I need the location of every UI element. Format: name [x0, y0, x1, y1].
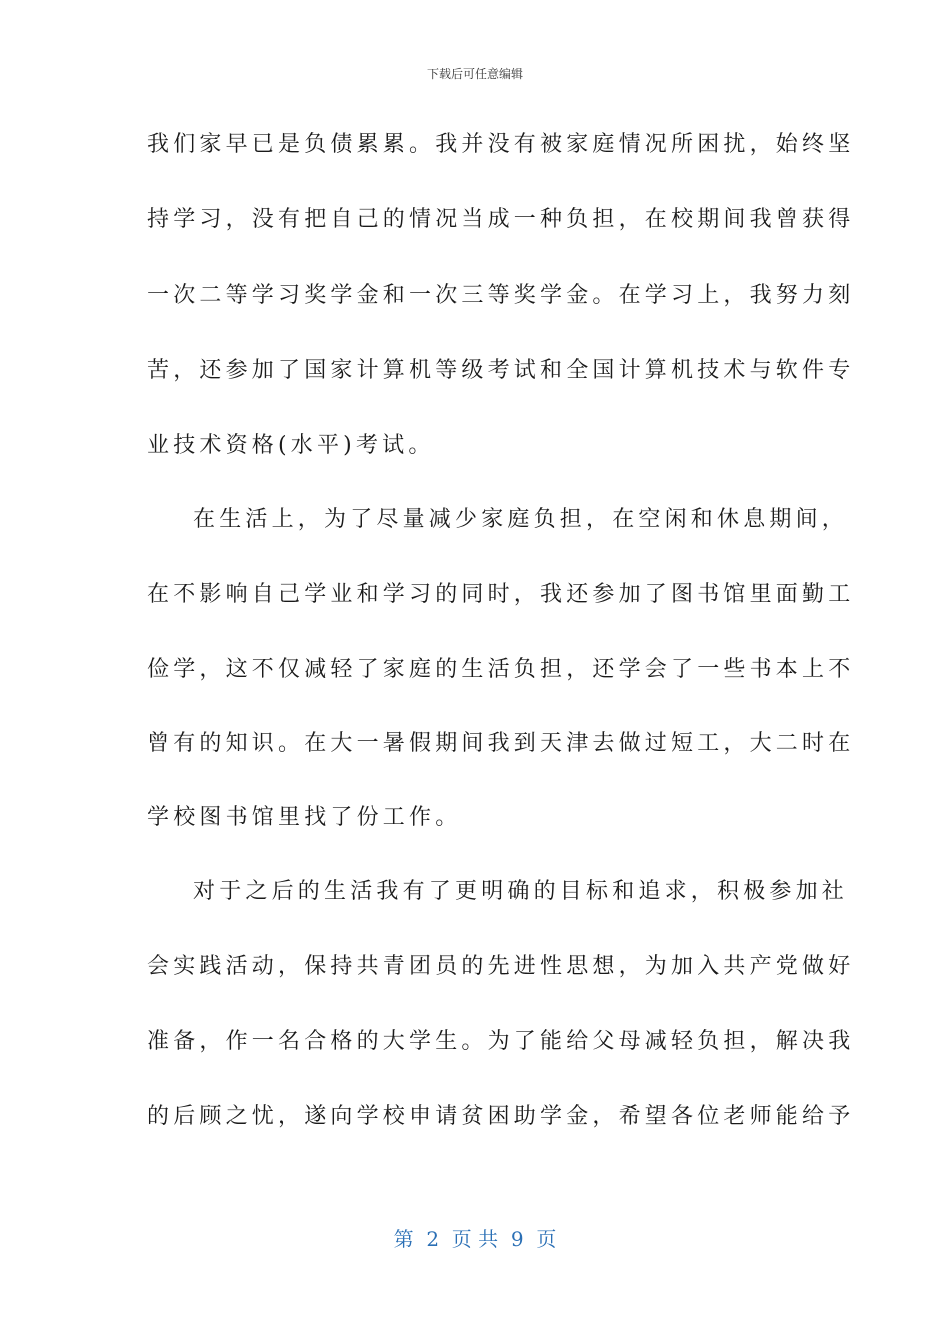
- paragraph-line: 学校图书馆里找了份工作。: [147, 805, 462, 830]
- paragraph-line: 我们家早已是负债累累。我并没有被家庭情况所困扰，始终坚: [147, 132, 855, 157]
- paragraph-line: 持学习，没有把自己的情况当成一种负担，在校期间我曾获得: [147, 207, 855, 232]
- page-header-note: 下载后可任意编辑: [426, 67, 523, 81]
- paragraph-line: 业技术资格(水平)考试。: [147, 433, 435, 458]
- paragraph-line: 对于之后的生活我有了更明确的目标和追求，积极参加社: [193, 879, 849, 904]
- paragraph-line: 准备，作一名合格的大学生。为了能给父母减轻负担，解决我: [147, 1029, 855, 1054]
- paragraph-line: 的后顾之忧，遂向学校申请贫困助学金，希望各位老师能给予: [147, 1104, 855, 1129]
- paragraph-line: 会实践活动，保持共青团员的先进性思想，为加入共产党做好: [147, 954, 855, 979]
- paragraph-line: 苦，还参加了国家计算机等级考试和全国计算机技术与软件专: [147, 358, 855, 383]
- paragraph-line: 曾有的知识。在大一暑假期间我到天津去做过短工，大二时在: [147, 731, 855, 756]
- page-number-footer: 第 2 页 共 9 页: [393, 1227, 557, 1251]
- paragraph-line: 一次二等学习奖学金和一次三等奖学金。在学习上，我努力刻: [147, 283, 855, 308]
- paragraph-line: 在生活上，为了尽量减少家庭负担，在空闲和休息期间，: [193, 507, 849, 532]
- paragraph-line: 在不影响自己学业和学习的同时，我还参加了图书馆里面勤工: [147, 582, 855, 607]
- paragraph-line: 俭学，这不仅减轻了家庭的生活负担，还学会了一些书本上不: [147, 657, 855, 682]
